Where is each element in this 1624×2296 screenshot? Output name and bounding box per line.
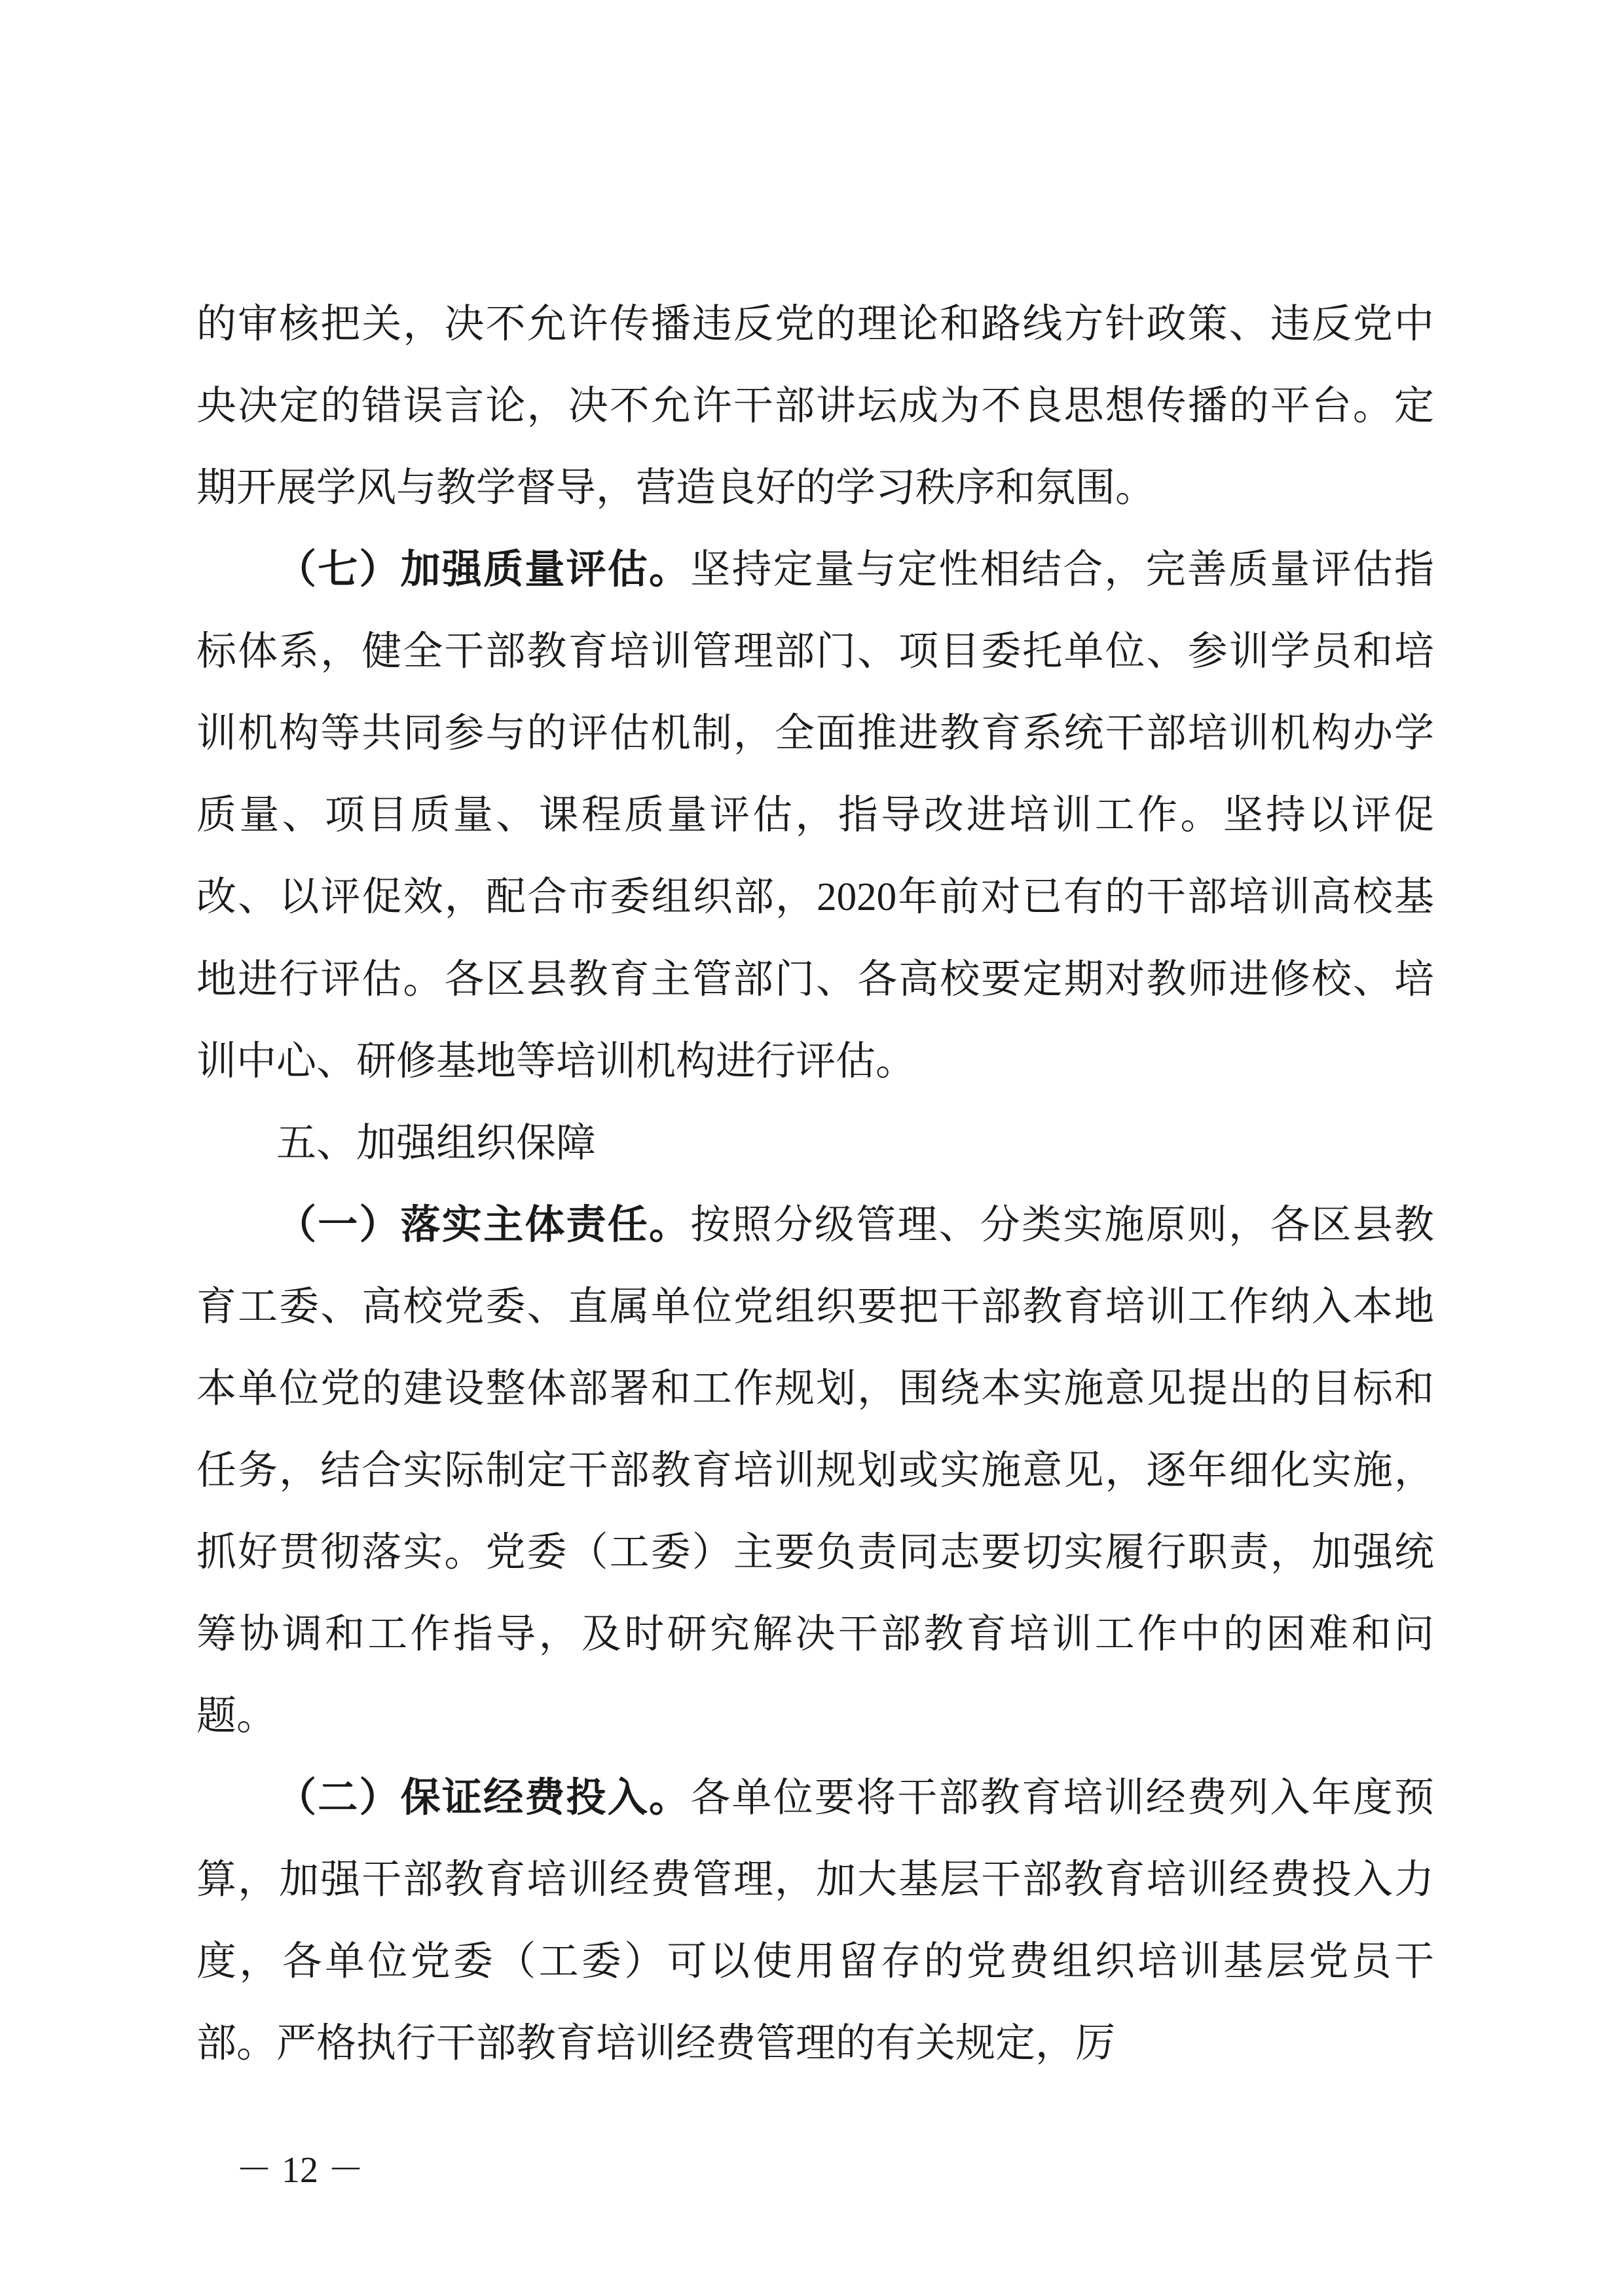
section-heading: 五、加强组织保障 — [276, 1120, 597, 1166]
paragraph-main-responsibility — [196, 1184, 1434, 1757]
item-text: 各单位要将干部教育培训经费列入年度预算，加强干部教育培训经费管理，加大基层干部教育培训经费投入力度，各单位党委（工委）可以使用留存的党费组织培训基层党员干部。严格执行干部教育培训经费管理的有关规定，厉 — [196, 1774, 1434, 2066]
item-text: 坚持定量与定性相结合，完善质量评估指标体系，健全干部教育培训管理部门、项目委托单位、参训学员和培训机构等共同参与的评估机制，全面推进教育系统干部培训机构办学质量、项目质量、课程质量评估，指导改进培训工作。坚持以评促改、以评促效，配合市委组织部， — [196, 546, 1434, 920]
item-heading: （七）加强质量评估。 — [276, 546, 691, 592]
paragraph-funding — [196, 1757, 1434, 2084]
item-text: 按照分级管理、分类实施原则，各区县教育工委、高校党委、直属单位党组织要把干部教育培训工作纳入本地本单位党的建设整体部署和工作规划，围绕本实施意见提出的目标和任务，结合实际制定干部教育培训规划或实施意见，逐年细化实施，抓好贯彻落实。党委（工委）主要负责同志要切实履行职责，加强统筹协调和工作指导，及时研究解决干部教育培训工作中的困难和问题。 — [196, 1201, 1434, 1739]
document-body — [196, 283, 1434, 2084]
paragraph-continuation: 的审核把关，决不允许传播违反党的理论和路线方针政策、违反党中央决定的错误言论，决不允许干部讲坛成为不良思想传播的平台。定期开展学风与教学督导，营造良好的学习秩序和氛围。 — [196, 301, 1434, 511]
page-number: － 12 － — [236, 2150, 364, 2191]
item-heading: （一）落实主体责任。 — [276, 1201, 691, 1248]
paragraph-quality-assessment — [196, 528, 1434, 1102]
item-text: 年前对已有的干部培训高校基地进行评估。各区县教育主管部门、各高校要定期对教师进修校、培训中心、研修基地等培训机构进行评估。 — [196, 873, 1434, 1084]
item-heading: （二）保证经费投入。 — [276, 1774, 691, 1821]
year-number: 2020 — [817, 875, 897, 919]
